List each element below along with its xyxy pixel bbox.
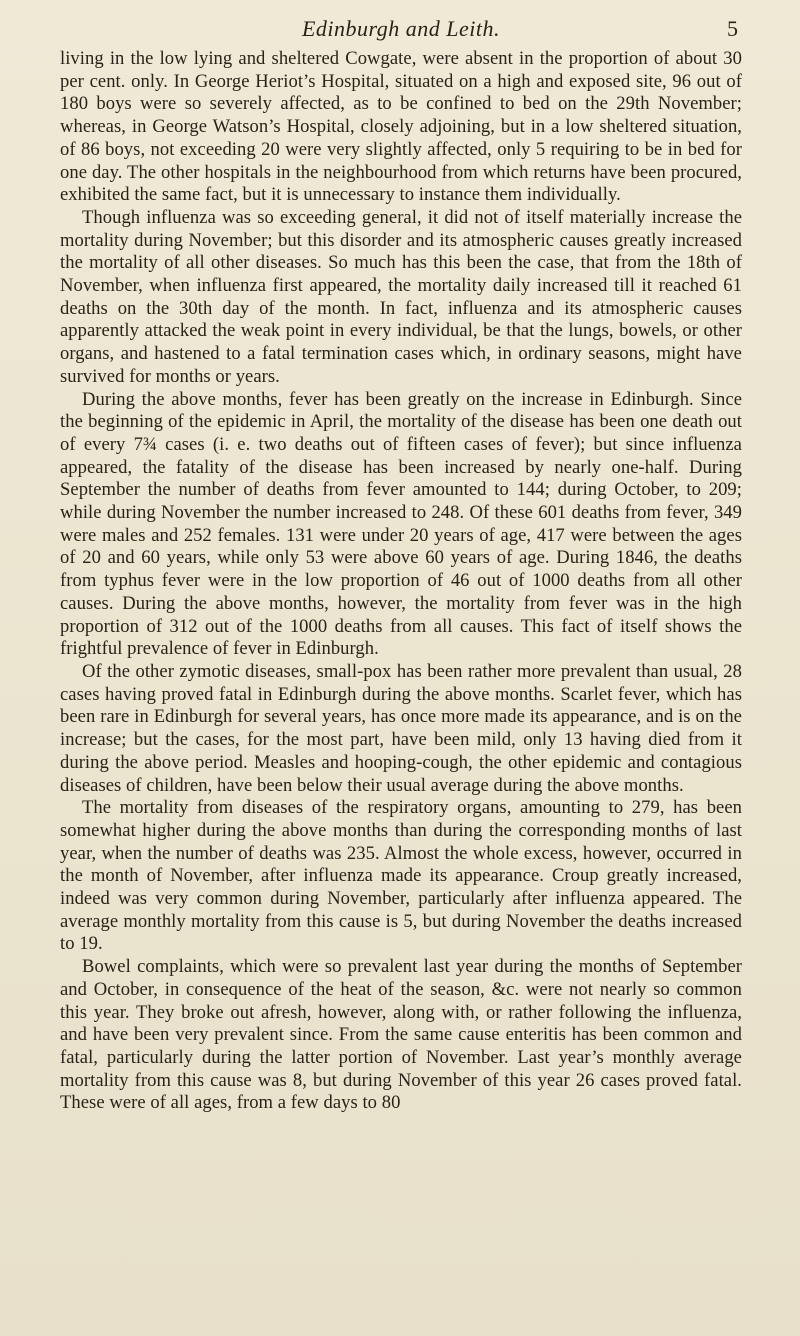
page-number: 5 <box>727 16 738 41</box>
paragraph-influenza-mortality: Though influenza was so exceeding general, it did not of itself materially increase the mortality during November; but this disorder and its atmospheric causes greatly increased the mortality of all other diseases. So much has this been the case, that from the 18th of November, when influenza first appeared, the mortality daily increased till it reached 61 deaths on the 30th day of the month. In fact, influenza and its atmospheric causes apparently attacked the weak point in every individual, be that the lungs, bowels, or other organs, and hastened to a fatal termination cases which, in ordinary seasons, might have survived for months or years. <box>60 206 742 387</box>
paragraph-respiratory: The mortality from diseases of the respiratory organs, amounting to 279, has been somewhat higher during the above months than during the corresponding months of last year, when the number of deaths was 235. Almost the whole excess, however, occurred in the month of November, after influenza made its appearance. Croup greatly increased, indeed was very common during November, particularly after influenza appeared. The average monthly mortality from this cause is 5, but during November the deaths increased to 19. <box>60 797 742 955</box>
running-title: Edinburgh and Leith. <box>301 16 501 41</box>
paragraph-fever: During the above months, fever has been greatly on the increase in Edinburgh. Since the beginning of the epidemic in April, the mortality of the disease has been one death out of every 7¾ cases (i. e. two deaths out of fifteen cases of fever); but since influenza appeared, the fatality of the disease has been increased by nearly one-half. During September the number of deaths from fever amounted to 144; during October, to 209; while during November the number increased to 248. Of these 601 deaths from fever, 349 were males and 252 females. 131 were under 20 years of age, 417 were between the ages of 20 and 60 years, while only 53 were above 60 years of age. During 1846, the deaths from typhus fever were in the low proportion of 46 out of 1000 deaths from all other causes. During the above months, however, the mortality from fever was in the high proportion of 312 out of the 1000 deaths from all causes. This fact of itself shows the frightful prevalence of fever in Edinburgh. <box>60 388 742 660</box>
running-head <box>60 10 742 48</box>
body-text <box>60 48 742 1115</box>
paragraph-zymotic-diseases: Of the other zymotic diseases, small-pox has been rather more prevalent than usual, 28 cases having proved fatal in Edinburgh during the above months. Scarlet fever, which has been rare in Edinburgh for several years, has once more made its appearance, and is on the increase; but the cases, for the most part, have been mild, only 13 having died from it during the above period. Measles and hooping-cough, the other epidemic and contagious diseases of children, have been below their usual average during the above months. <box>60 660 742 796</box>
paragraph-bowel-complaints: Bowel complaints, which were so prevalent last year during the months of September and October, in consequence of the heat of the season, &c. were not nearly so common this year. They broke out afresh, however, along with, or rather following the influenza, and have been very prevalent since. From the same cause enteritis has been common and fatal, particularly during the latter portion of November. Last year’s monthly average mortality from this cause was 8, but during November of this year 26 cases proved fatal. These were of all ages, from a few days to 80 <box>60 956 742 1114</box>
paragraph-continuation: living in the low lying and sheltered Cowgate, were absent in the proportion of about 30 per cent. only. In George Heriot’s Hospital, situated on a high and exposed site, 96 out of 180 boys were so severely affected, as to be confined to bed on the 29th November; whereas, in George Watson’s Hospital, closely adjoining, but in a low sheltered situation, of 86 boys, not exceeding 20 were very slightly affected, only 5 requiring to be in bed for one day. The other hospitals in the neighbourhood from which returns have been procured, exhibited the same fact, but it is unnecessary to instance them individually. <box>60 48 742 206</box>
